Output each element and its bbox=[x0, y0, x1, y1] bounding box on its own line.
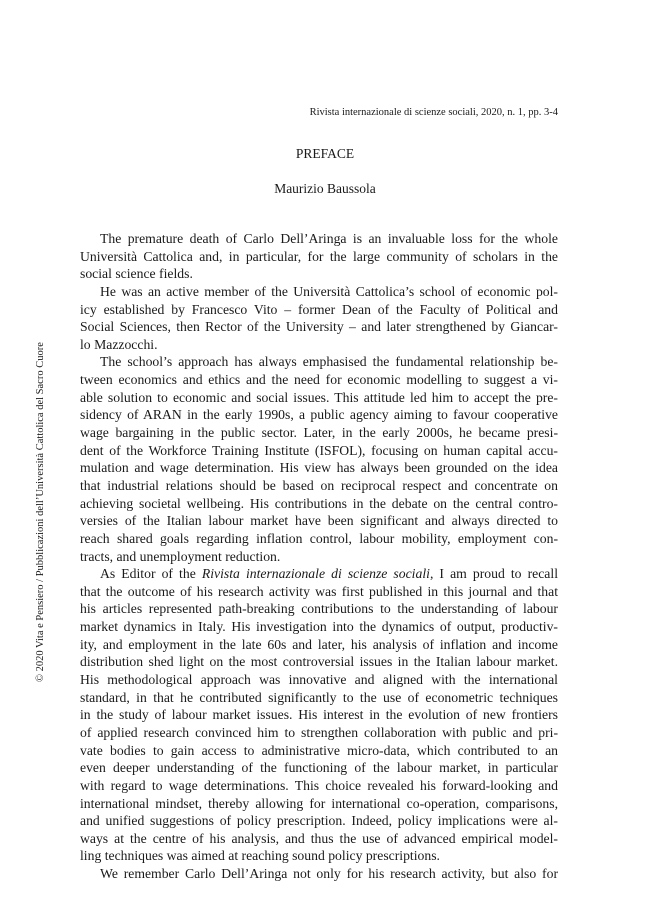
text-line: The premature death of Carlo Dell’Aringa is an invaluable loss for the whole bbox=[100, 231, 558, 246]
text-line: in the study of labour market issues. His interest in the evolution of new frontiers bbox=[80, 707, 558, 723]
text-line: able solution to economic and social issues. This attitude led him to accept the pre- bbox=[80, 389, 558, 405]
text-line: The school’s approach has always emphasised the fundamental relationship be- bbox=[100, 354, 558, 370]
running-head: Rivista internazionale di scienze sociali, 2020, n. 1, pp. 3-4 bbox=[309, 107, 558, 118]
text-line: Università Cattolica and, in particular, for the large community of scholars in the bbox=[80, 248, 558, 264]
text-line: lo Mazzocchi. bbox=[80, 336, 158, 352]
text-line: Social Sciences, then Rector of the University – and later strengthened by Giancar- bbox=[80, 319, 558, 335]
text-line: His methodological approach was innovative and aligned with the international bbox=[80, 672, 558, 688]
text-line: social science fields. bbox=[80, 266, 193, 282]
page-title: PREFACE bbox=[295, 146, 355, 161]
copyright-side-note: © 2020 Vita e Pensiero / Pubblicazioni dell’Università Cattolica del Sacro Cuore bbox=[35, 342, 46, 682]
text-line: ling techniques was aimed at reaching sound policy prescriptions. bbox=[80, 848, 440, 864]
text-line: with regard to wage determinations. This choice revealed his forward-looking and bbox=[80, 777, 558, 793]
text-line: wage bargaining in the public sector. Later, in the early 2000s, he became presi- bbox=[80, 425, 558, 441]
text-line: and unified suggestions of policy prescription. Indeed, policy implications were al- bbox=[80, 813, 558, 829]
text-line: achieving societal wellbeing. His contributions in the debate on the central contro- bbox=[80, 495, 558, 511]
text-line: We remember Carlo Dell’Aringa not only for his research activity, but also for bbox=[100, 866, 558, 882]
text-line: icy established by Francesco Vito – former Dean of the Faculty of Political and bbox=[80, 301, 558, 317]
text-line: mulation and wage determination. His view has always been grounded on the idea bbox=[80, 460, 558, 476]
text-line: ity, and employment in the late 60s and later, his analysis of inflation and income bbox=[80, 636, 558, 652]
text-line: of applied research convinced him to strengthen collaboration with public and pri- bbox=[80, 724, 558, 740]
text-line: reach shared goals regarding inflation control, labour mobility, employment con- bbox=[80, 530, 558, 546]
journal-title: Rivista internazionale di scienze sociali bbox=[201, 566, 430, 582]
text-line: vate bodies to gain access to administrative micro-data, which contributed to an bbox=[80, 742, 558, 758]
text-line: market dynamics in Italy. His investigation into the dynamics of output, productiv- bbox=[80, 619, 558, 635]
text-segment: As Editor of the bbox=[100, 566, 202, 582]
text-line: He was an active member of the Università Cattolica’s school of economic pol- bbox=[100, 283, 558, 299]
text-line: that industrial relations should be based on reciprocal respect and concentrate on bbox=[80, 477, 558, 493]
text-line: versies of the Italian labour market have been significant and always directed to bbox=[80, 513, 558, 529]
text-line: distribution shed light on the most controversial issues in the Italian labour market. bbox=[80, 654, 558, 670]
body-text bbox=[80, 230, 558, 883]
author-name: Maurizio Baussola bbox=[274, 181, 376, 196]
text-line: sidency of ARAN in the early 1990s, a public agency aiming to favour cooperative bbox=[80, 407, 558, 423]
text-line: dent of the Workforce Training Institute (ISFOL), focusing on human capital accu- bbox=[80, 442, 558, 458]
text-line bbox=[80, 565, 558, 583]
text-segment: , I am proud to recall bbox=[429, 566, 558, 582]
text-line: that the outcome of his research activity was first published in this journal and that bbox=[80, 583, 558, 599]
text-line: his articles represented path-breaking contributions to the understanding of labour bbox=[80, 601, 558, 617]
text-line: international mindset, thereby allowing for international co-operation, comparisons, bbox=[80, 795, 558, 811]
text-line: even deeper understanding of the functioning of the labour market, in particular bbox=[80, 760, 558, 776]
text-line: tracts, and unemployment reduction. bbox=[80, 548, 281, 564]
text-line: tween economics and ethics and the need for economic modelling to suggest a vi- bbox=[80, 372, 558, 388]
text-line: standard, in that he contributed significantly to the use of econometric techniques bbox=[80, 689, 558, 705]
text-line: ways at the centre of his analysis, and thus the use of advanced empirical model- bbox=[80, 830, 558, 846]
